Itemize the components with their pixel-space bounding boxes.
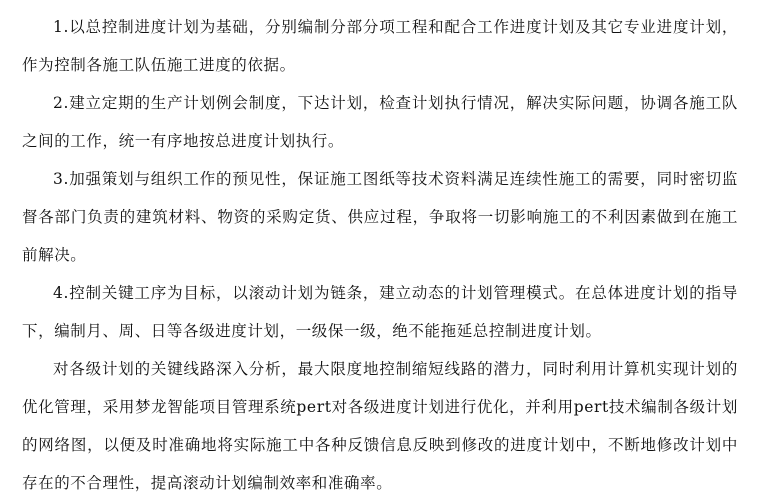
paragraph-1: 1.以总控制进度计划为基础，分别编制分部分项工程和配合工作进度计划及其它专业进度计划，作为控制各施工队伍施工进度的依据。 bbox=[22, 18, 738, 74]
paragraph-2: 2.建立定期的生产计划例会制度，下达计划，检查计划执行情况，解决实际问题，协调各施工队之间的工作，统一有序地按总进度计划执行。 bbox=[22, 94, 738, 150]
paragraph-3: 3.加强策划与组织工作的预见性，保证施工图纸等技术资料满足连续性施工的需要，同时密切监督各部门负责的建筑材料、物资的采购定货、供应过程，争取将一切影响施工的不利因素做到在施工前解决。 bbox=[22, 170, 738, 264]
paragraph-5: 对各级计划的关键线路深入分析，最大限度地控制缩短线路的潜力，同时利用计算机实现计划的优化管理，采用梦龙智能项目管理系统pert对各级进度计划进行优化，并利用pert技术编制各级计划的网络图，以便及时准确地将实际施工中各种反馈信息反映到修改的进度计划中，不断地修改计划中存在的不合理性，提高滚动计划编制效率和准确率。 bbox=[22, 360, 738, 492]
paragraph-4: 4.控制关键工序为目标，以滚动计划为链条，建立动态的计划管理模式。在总体进度计划的指导下，编制月、周、日等各级进度计划，一级保一级，绝不能拖延总控制进度计划。 bbox=[22, 284, 738, 340]
